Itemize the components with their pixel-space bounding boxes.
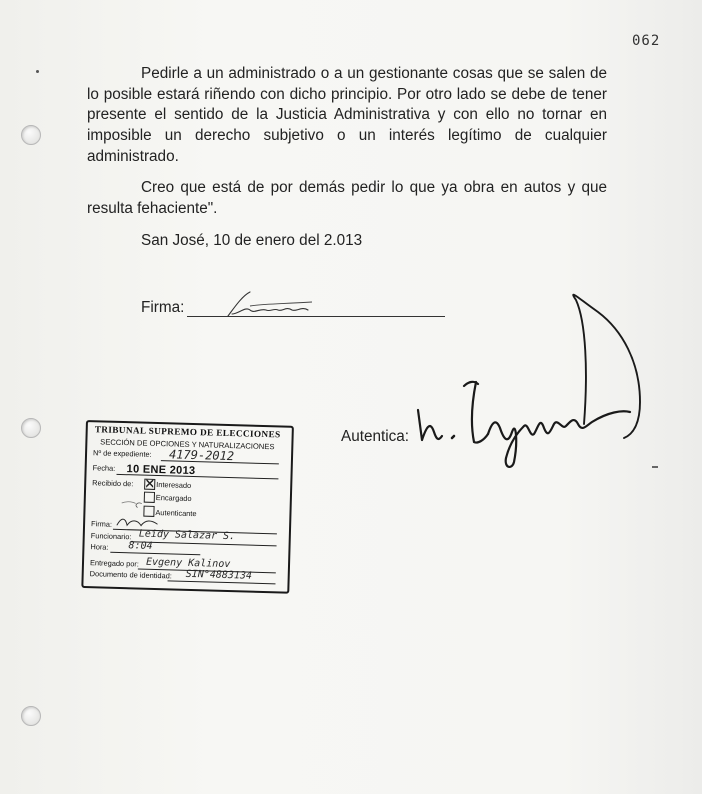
punch-hole-icon bbox=[21, 125, 41, 145]
paragraph-conclusion: Creo que está de por demás pedir lo que ya obra en autos y que resulta fehaciente". bbox=[87, 179, 607, 217]
option-interesado: Interesado bbox=[156, 479, 192, 490]
page-number: 062 bbox=[632, 33, 661, 49]
checkbox-autenticante bbox=[143, 506, 154, 517]
checkbox-interesado bbox=[144, 479, 155, 490]
punch-hole-icon bbox=[21, 706, 41, 726]
entregado-value: Evgeny Kalinov bbox=[145, 556, 231, 571]
stray-pen-mark bbox=[652, 466, 658, 468]
dateline: San José, 10 de enero del 2.013 bbox=[141, 232, 363, 249]
funcionario-value: Leidy Salazar S. bbox=[138, 528, 236, 543]
stamp-firma-label: Firma: bbox=[90, 519, 113, 529]
expediente-label: Nº de expediente: bbox=[92, 448, 152, 459]
stamp-subtitle: SECCIÓN DE OPCIONES Y NATURALIZACIONES bbox=[100, 437, 275, 452]
autentica-signature-icon bbox=[408, 292, 658, 492]
stamp-title: TRIBUNAL SUPREMO DE ELECCIONES bbox=[94, 424, 281, 440]
funcionario-label: Funcionario: bbox=[90, 531, 132, 542]
entregado-label: Entregado por: bbox=[89, 558, 140, 569]
option-encargado: Encargado bbox=[155, 492, 192, 503]
hora-value: 8:04 bbox=[128, 540, 153, 552]
autentica-label: Autentica: bbox=[341, 428, 410, 445]
firma-signature-icon bbox=[220, 288, 340, 324]
paragraph-principle: Pedirle a un administrado o a un gestionante cosas que se salen de lo posible estará riñendo con dicho principio. Por otro lado se debe de tener presente el sentido de la Justicia Administrativa y con ello no tornar en imposible un derecho subjetivo o un interés legítimo de cualquier administrado. bbox=[87, 65, 607, 165]
documento-value: SIN°4883134 bbox=[185, 568, 253, 582]
punch-hole-icon bbox=[21, 418, 41, 438]
fecha-value: 10 ENE 2013 bbox=[126, 463, 196, 478]
hora-label: Hora: bbox=[90, 542, 109, 552]
option-autenticante: Autenticante bbox=[155, 507, 197, 519]
reception-stamp bbox=[81, 420, 296, 596]
documento-label: Documento de identidad: bbox=[89, 569, 172, 581]
recibido-label: Recibido de: bbox=[92, 478, 134, 489]
checkbox-encargado bbox=[144, 492, 155, 503]
margin-dot bbox=[36, 70, 39, 73]
fecha-label: Fecha: bbox=[92, 463, 116, 473]
expediente-value: 4179-2012 bbox=[168, 447, 235, 464]
firma-label: Firma: bbox=[141, 299, 185, 316]
